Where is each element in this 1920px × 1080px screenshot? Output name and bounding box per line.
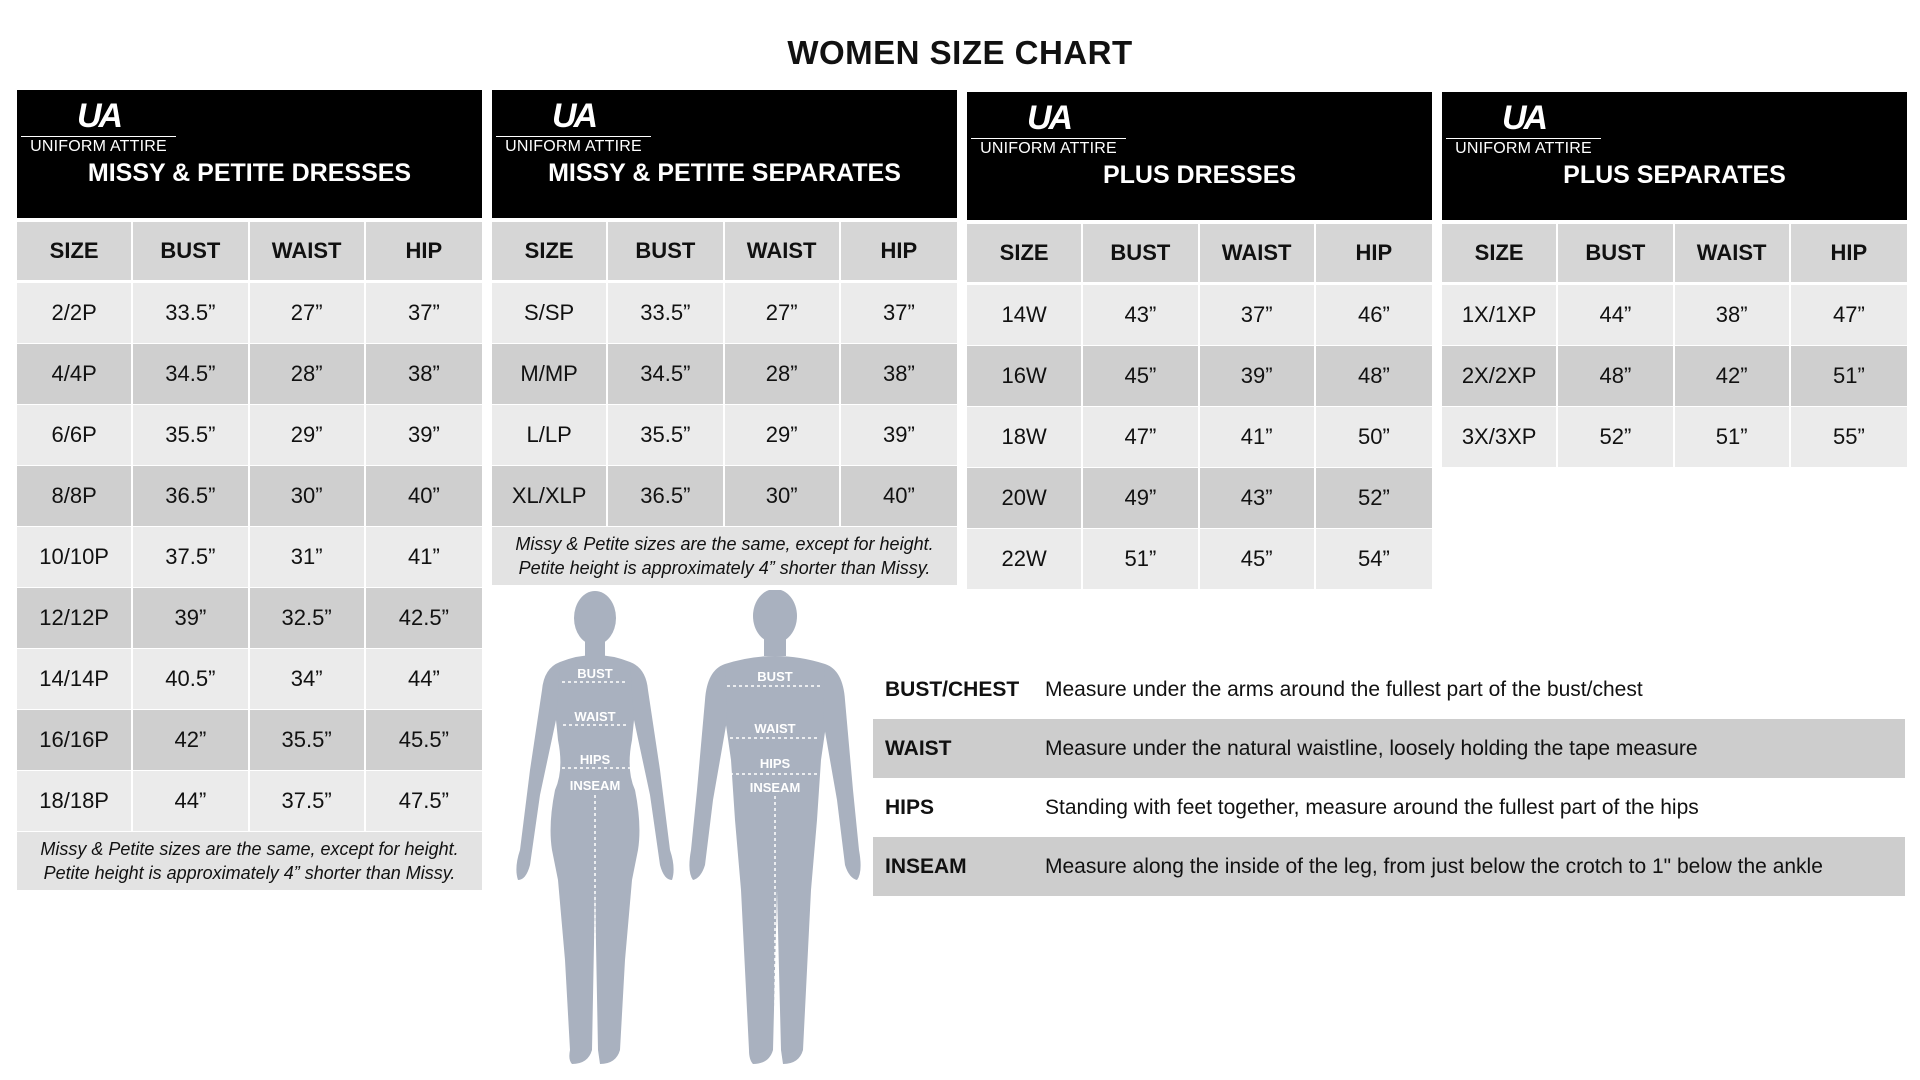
table-cell: 44” <box>366 649 482 710</box>
table-cell: 48” <box>1316 346 1432 407</box>
table-cell: L/LP <box>492 405 608 466</box>
table-cell: 37.5” <box>250 771 366 832</box>
size-table <box>967 224 1432 590</box>
table-cell: 38” <box>1675 285 1791 346</box>
panel-title: PLUS DRESSES <box>1102 161 1297 189</box>
table-cell: 34” <box>250 649 366 710</box>
table-cell: 33.5” <box>608 283 724 344</box>
table-cell: 52” <box>1316 468 1432 529</box>
table-cell: 37” <box>366 283 482 344</box>
table-cell: 14W <box>967 285 1083 346</box>
column-header: WAIST <box>1675 224 1791 285</box>
panel-header <box>1442 92 1907 220</box>
table-cell: 20W <box>967 468 1083 529</box>
table-cell: 51” <box>1083 529 1199 590</box>
panel-missy-petite-dresses <box>17 90 482 890</box>
table-cell: 38” <box>366 344 482 405</box>
logo-brand: UNIFORM ATTIRE <box>496 136 651 156</box>
panel-plus-separates <box>1442 92 1907 468</box>
table-cell: 33.5” <box>133 283 249 344</box>
table-cell: 12/12P <box>17 588 133 649</box>
figure-label-waist: WAIST <box>574 709 616 724</box>
column-header: SIZE <box>1442 224 1558 285</box>
measurement-row <box>873 778 1905 837</box>
size-note: Missy & Petite sizes are the same, except for height. Petite height is approximately 4” shorter than Missy. <box>492 527 957 585</box>
page-title: WOMEN SIZE CHART <box>787 34 1133 71</box>
table-cell: 6/6P <box>17 405 133 466</box>
column-header: HIP <box>1791 224 1907 285</box>
table-cell: 43” <box>1200 468 1316 529</box>
column-header: HIP <box>841 222 957 283</box>
column-header: SIZE <box>967 224 1083 285</box>
logo-mark: UA <box>76 97 121 135</box>
table-cell: 37” <box>1200 285 1316 346</box>
measurement-description: Measure under the arms around the fullest part of the bust/chest <box>1045 677 1643 701</box>
table-cell: 30” <box>250 466 366 527</box>
table-cell: 52” <box>1558 407 1674 468</box>
table-cell: 42” <box>133 710 249 771</box>
panel-title: PLUS SEPARATES <box>1563 161 1786 189</box>
measurement-label: WAIST <box>885 736 952 760</box>
table-cell: 39” <box>841 405 957 466</box>
table-cell: 36.5” <box>133 466 249 527</box>
table-cell: 41” <box>366 527 482 588</box>
logo-brand: UNIFORM ATTIRE <box>971 138 1126 158</box>
panel-title: MISSY & PETITE DRESSES <box>87 159 412 187</box>
panel-missy-petite-separates <box>492 90 957 585</box>
brand-logo <box>496 96 651 156</box>
measurement-label: HIPS <box>885 795 935 819</box>
table-cell: S/SP <box>492 283 608 344</box>
table-cell: 44” <box>133 771 249 832</box>
measurement-description: Measure along the inside of the leg, from just below the crotch to 1" below the ankle <box>1045 854 1823 878</box>
measurement-description: Measure under the natural waistline, loosely holding the tape measure <box>1045 736 1698 760</box>
table-cell: XL/XLP <box>492 466 608 527</box>
table-cell: 3X/3XP <box>1442 407 1558 468</box>
table-cell: 18W <box>967 407 1083 468</box>
table-cell: 34.5” <box>608 344 724 405</box>
table-cell: 42” <box>1675 346 1791 407</box>
logo-mark: UA <box>1026 99 1071 137</box>
size-table <box>492 222 957 527</box>
table-cell: 28” <box>250 344 366 405</box>
table-cell: 44” <box>1558 285 1674 346</box>
table-cell: 1X/1XP <box>1442 285 1558 346</box>
table-cell: 46” <box>1316 285 1432 346</box>
table-cell: 29” <box>250 405 366 466</box>
brand-logo <box>21 96 176 156</box>
logo-mark: UA <box>551 97 596 135</box>
table-cell: 47.5” <box>366 771 482 832</box>
table-cell: 40” <box>841 466 957 527</box>
table-cell: 16/16P <box>17 710 133 771</box>
table-cell: 45.5” <box>366 710 482 771</box>
table-cell: 54” <box>1316 529 1432 590</box>
table-cell: 39” <box>366 405 482 466</box>
size-table <box>17 222 482 832</box>
measurement-row <box>873 719 1905 778</box>
table-cell: 37” <box>841 283 957 344</box>
table-cell: 55” <box>1791 407 1907 468</box>
figure-label-inseam: INSEAM <box>569 778 621 793</box>
table-cell: 51” <box>1675 407 1791 468</box>
logo-brand: UNIFORM ATTIRE <box>1446 138 1601 158</box>
panel-header <box>967 92 1432 220</box>
panel-header <box>492 90 957 218</box>
table-cell: 16W <box>967 346 1083 407</box>
table-cell: 51” <box>1791 346 1907 407</box>
measurement-row <box>873 837 1905 896</box>
column-header: WAIST <box>1200 224 1316 285</box>
table-cell: 8/8P <box>17 466 133 527</box>
column-header: HIP <box>366 222 482 283</box>
measurement-guide <box>873 660 1905 896</box>
table-cell: 45” <box>1083 346 1199 407</box>
table-cell: 27” <box>725 283 841 344</box>
table-cell: 32.5” <box>250 588 366 649</box>
table-cell: 40.5” <box>133 649 249 710</box>
table-cell: 50” <box>1316 407 1432 468</box>
brand-logo <box>971 98 1126 158</box>
table-cell: 27” <box>250 283 366 344</box>
table-cell: 45” <box>1200 529 1316 590</box>
table-cell: 18/18P <box>17 771 133 832</box>
column-header: BUST <box>1083 224 1199 285</box>
panel-plus-dresses <box>967 92 1432 590</box>
male-figure-illustration <box>685 590 865 1070</box>
table-cell: 43” <box>1083 285 1199 346</box>
column-header: WAIST <box>725 222 841 283</box>
column-header: BUST <box>133 222 249 283</box>
figure-label-hips: HIPS <box>759 756 791 771</box>
female-figure-illustration <box>500 590 690 1070</box>
size-note: Missy & Petite sizes are the same, except for height. Petite height is approximately 4” shorter than Missy. <box>17 832 482 890</box>
table-cell: 35.5” <box>250 710 366 771</box>
logo-brand: UNIFORM ATTIRE <box>21 136 176 156</box>
table-cell: 34.5” <box>133 344 249 405</box>
table-cell: M/MP <box>492 344 608 405</box>
table-cell: 47” <box>1083 407 1199 468</box>
figure-label-bust: BUST <box>577 666 613 681</box>
table-cell: 42.5” <box>366 588 482 649</box>
table-cell: 39” <box>1200 346 1316 407</box>
logo-mark: UA <box>1501 99 1546 137</box>
table-cell: 30” <box>725 466 841 527</box>
figure-label-hips: HIPS <box>579 752 611 767</box>
figure-label-bust: BUST <box>757 669 793 684</box>
column-header: SIZE <box>492 222 608 283</box>
column-header: BUST <box>1558 224 1674 285</box>
table-cell: 22W <box>967 529 1083 590</box>
table-cell: 37.5” <box>133 527 249 588</box>
table-cell: 2/2P <box>17 283 133 344</box>
table-cell: 48” <box>1558 346 1674 407</box>
table-cell: 41” <box>1200 407 1316 468</box>
figure-label-inseam: INSEAM <box>749 780 801 795</box>
panel-title: MISSY & PETITE SEPARATES <box>548 159 901 187</box>
column-header: BUST <box>608 222 724 283</box>
measurement-description: Standing with feet together, measure around the fullest part of the hips <box>1045 795 1699 819</box>
table-cell: 47” <box>1791 285 1907 346</box>
table-cell: 38” <box>841 344 957 405</box>
table-cell: 4/4P <box>17 344 133 405</box>
table-cell: 14/14P <box>17 649 133 710</box>
table-cell: 40” <box>366 466 482 527</box>
table-cell: 35.5” <box>133 405 249 466</box>
table-cell: 39” <box>133 588 249 649</box>
table-cell: 2X/2XP <box>1442 346 1558 407</box>
figure-label-waist: WAIST <box>754 721 796 736</box>
measurement-label: BUST/CHEST <box>885 677 1020 701</box>
measurement-label: INSEAM <box>885 854 967 878</box>
table-cell: 28” <box>725 344 841 405</box>
panel-header <box>17 90 482 218</box>
table-cell: 36.5” <box>608 466 724 527</box>
column-header: WAIST <box>250 222 366 283</box>
measurement-row <box>873 660 1905 719</box>
table-cell: 10/10P <box>17 527 133 588</box>
table-cell: 31” <box>250 527 366 588</box>
column-header: HIP <box>1316 224 1432 285</box>
column-header: SIZE <box>17 222 133 283</box>
size-table <box>1442 224 1907 468</box>
table-cell: 35.5” <box>608 405 724 466</box>
brand-logo <box>1446 98 1601 158</box>
table-cell: 49” <box>1083 468 1199 529</box>
table-cell: 29” <box>725 405 841 466</box>
